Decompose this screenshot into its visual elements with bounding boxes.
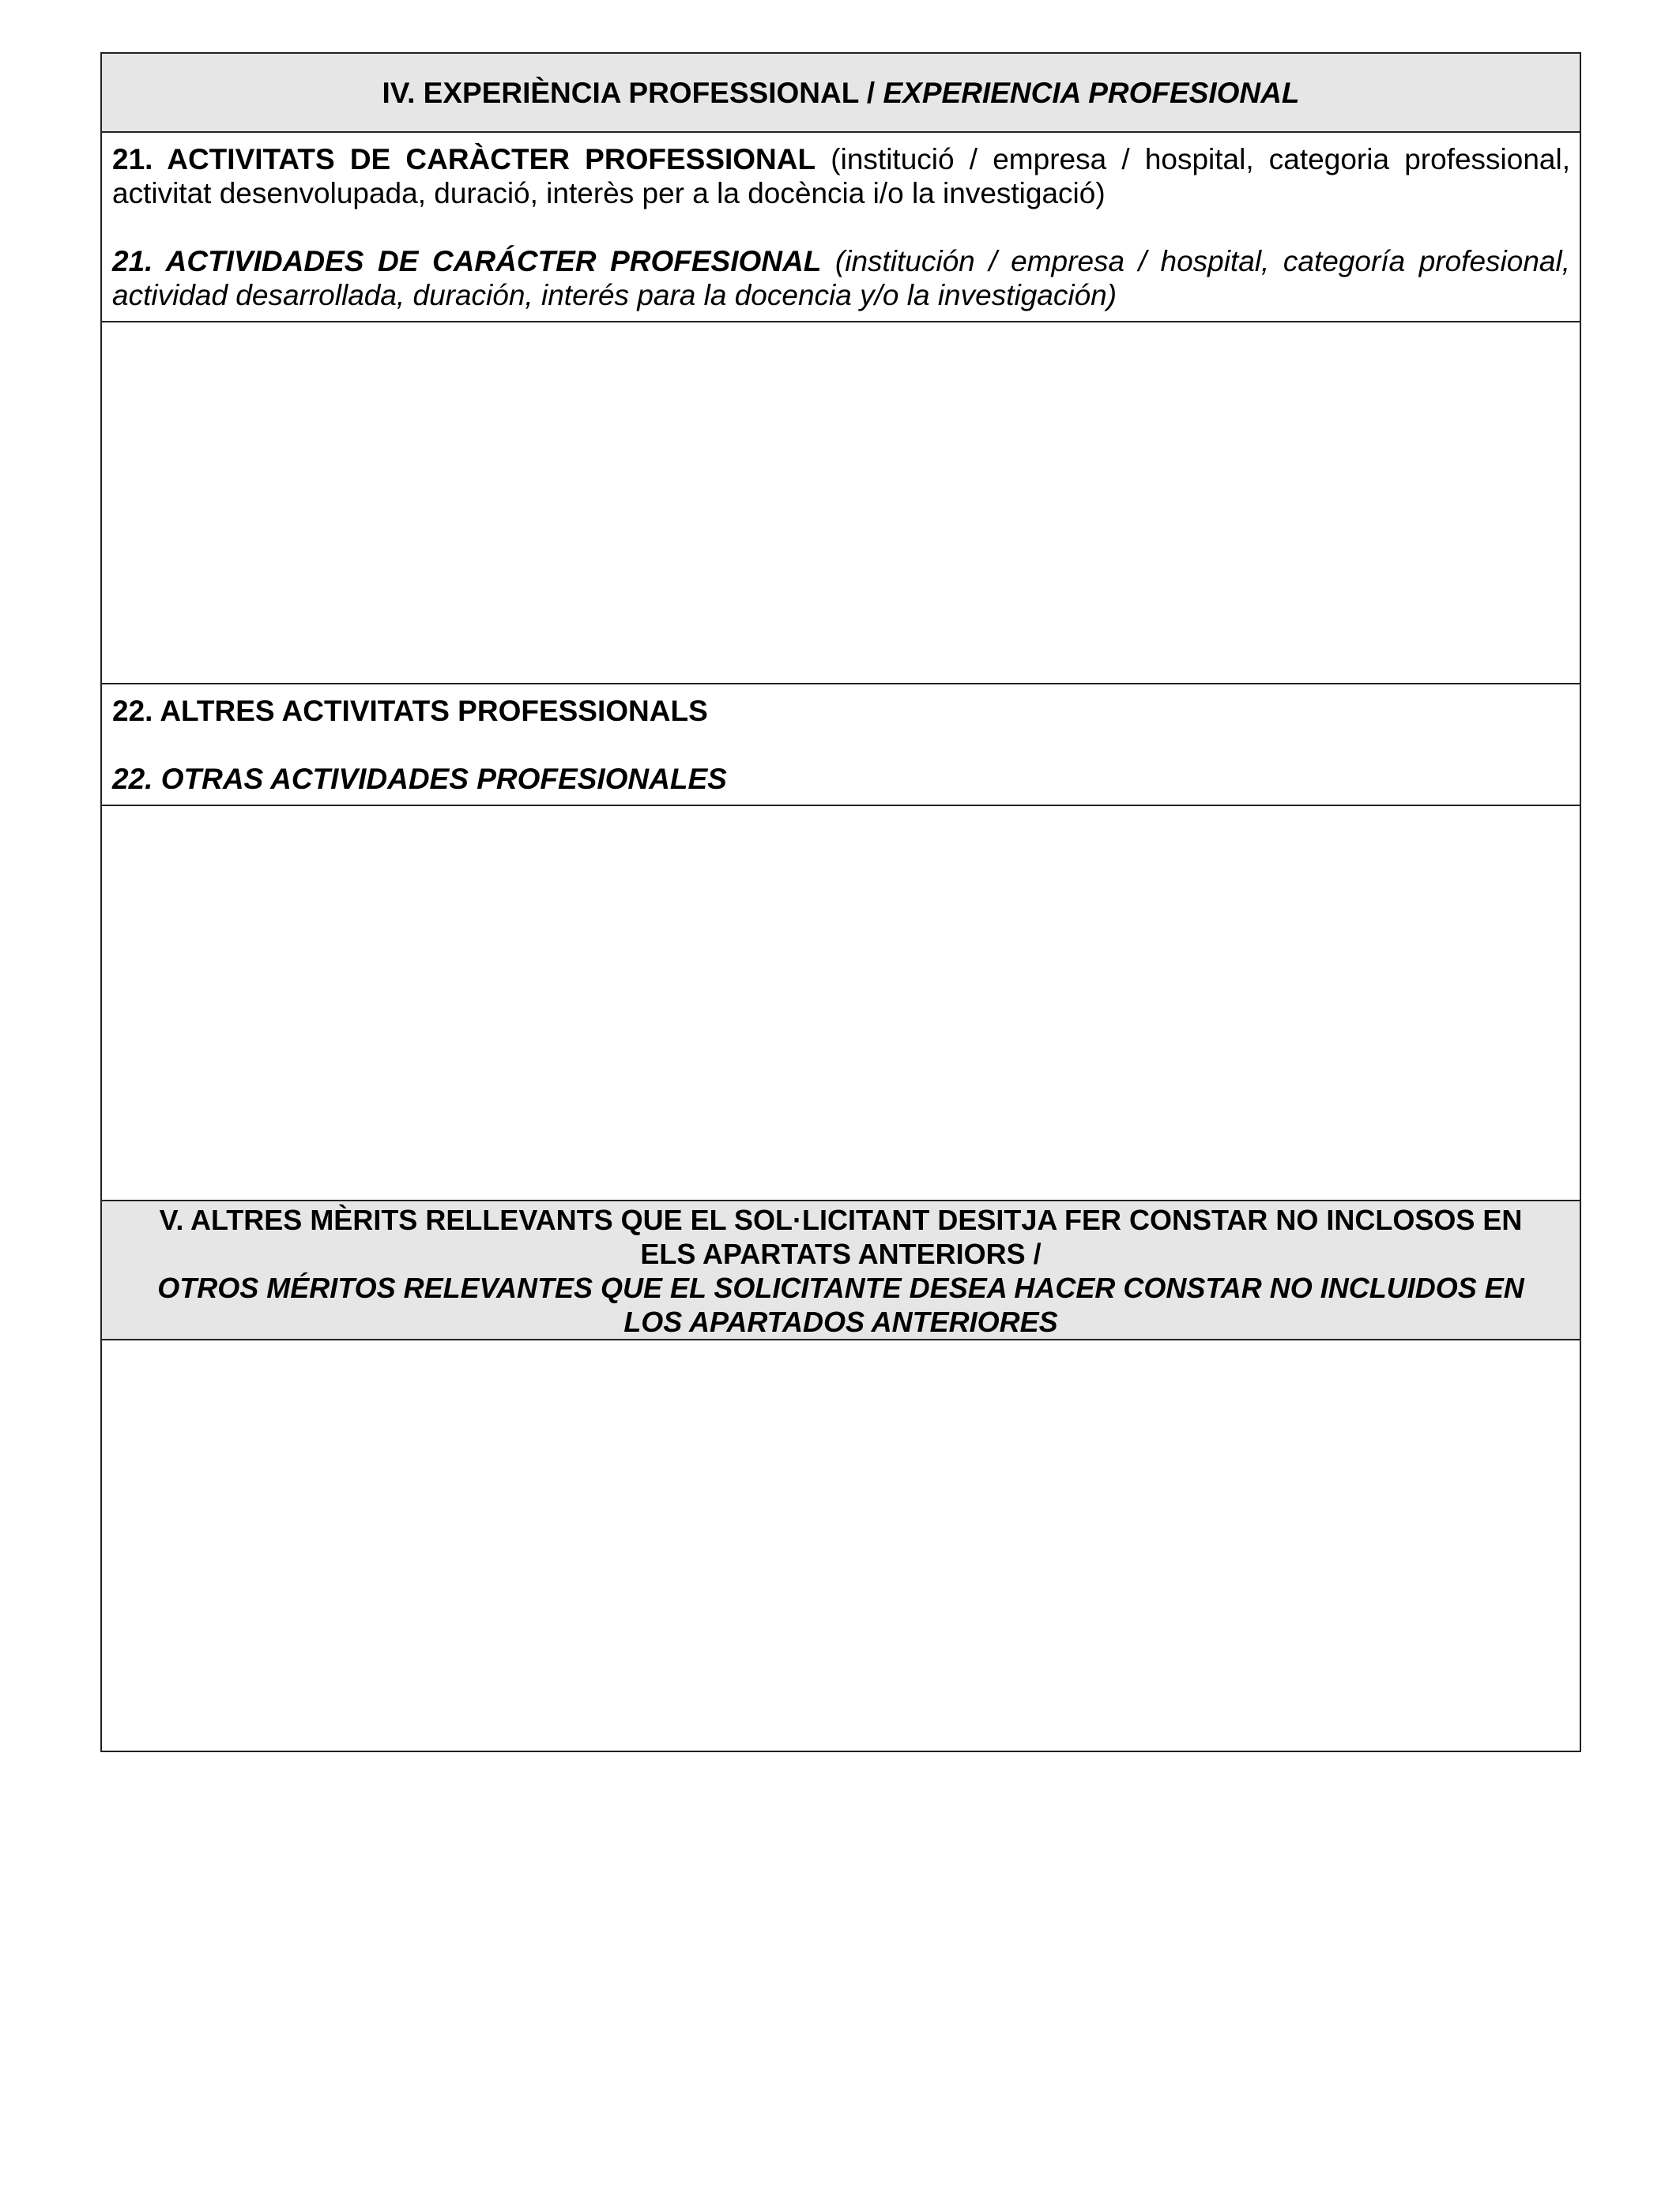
item-21-heading-ca: 21. ACTIVITATS DE CARÀCTER PROFESSIONAL	[112, 143, 816, 175]
form-table	[100, 52, 1581, 1752]
item-22-answer-row	[102, 805, 1580, 1200]
section-v-header	[102, 1200, 1580, 1339]
section-iv-title-es: EXPERIENCIA PROFESIONAL	[883, 76, 1300, 109]
item-21-label	[102, 131, 1580, 321]
item-21-label-ca	[112, 142, 1570, 210]
item-21-detail-es: (institución / empresa / hospital, categoría profesional, actividad desarrollada, duración, interés para la docencia y/o la investigación)	[112, 245, 1570, 311]
item-21-label-es	[112, 244, 1570, 312]
item-21-answer-field[interactable]	[102, 322, 1580, 683]
section-v-title-ca-line1: V. ALTRES MÈRITS RELLEVANTS QUE EL SOL·LICITANT DESITJA FER CONSTAR NO INCLOSOS EN	[159, 1204, 1523, 1236]
section-v-title-es-line2: LOS APARTADOS ANTERIORES	[623, 1306, 1058, 1338]
item-21-answer-row	[102, 321, 1580, 683]
section-v-title-es-line1: OTROS MÉRITOS RELEVANTES QUE EL SOLICITANTE DESEA HACER CONSTAR NO INCLUIDOS EN	[157, 1272, 1524, 1304]
item-22-heading-ca: 22. ALTRES ACTIVITATS PROFESSIONALS	[112, 695, 708, 727]
item-21-detail-ca: (institució / empresa / hospital, categoria professional, activitat desenvolupada, duració, interès per a la docència i/o la investigació)	[112, 143, 1570, 209]
section-iv-title-ca: IV. EXPERIÈNCIA PROFESSIONAL /	[382, 76, 876, 109]
section-v-answer-field[interactable]	[102, 1340, 1580, 1751]
item-22-label	[102, 683, 1580, 805]
item-22-answer-field[interactable]	[102, 806, 1580, 1200]
item-22-heading-es: 22. OTRAS ACTIVIDADES PROFESIONALES	[112, 763, 727, 795]
item-21-heading-es: 21. ACTIVIDADES DE CARÁCTER PROFESIONAL	[112, 245, 822, 277]
section-v-answer-row	[102, 1339, 1580, 1751]
section-iv-header	[102, 54, 1580, 131]
section-v-title-ca-line2: ELS APARTATS ANTERIORS /	[640, 1238, 1042, 1270]
